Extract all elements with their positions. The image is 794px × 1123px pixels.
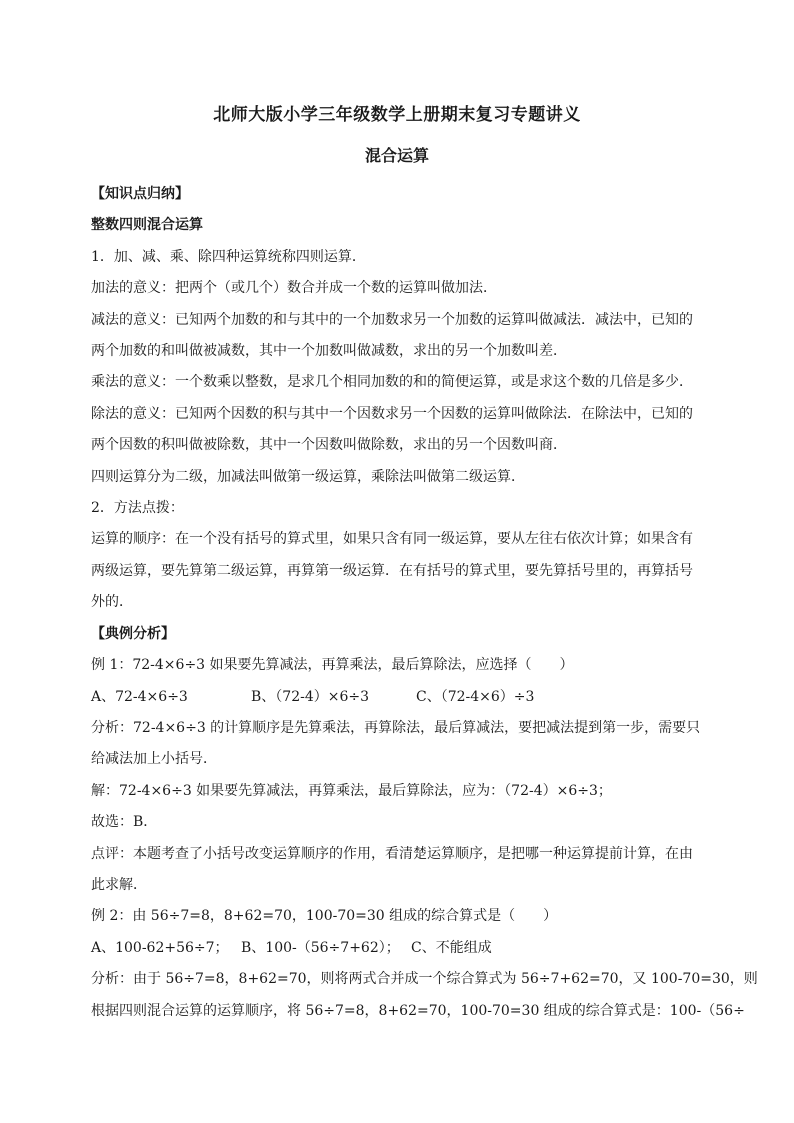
section-heading-knowledge: 【知识点归纳】 bbox=[91, 186, 189, 202]
example-1-option-b: B、（72-4）×6÷3 bbox=[251, 688, 370, 705]
paragraph-line: 加法的意义：把两个（或几个）数合并成一个数的运算叫做加法． bbox=[91, 280, 497, 297]
document-body bbox=[91, 103, 758, 1027]
paragraph-line: 2．方法点拨： bbox=[91, 500, 184, 517]
paragraph-line: 给减法加上小括号． bbox=[91, 751, 217, 768]
paragraph-line: 减法的意义：已知两个加数的和与其中的一个加数求另一个加数的运算叫做减法．减法中，已知的 bbox=[91, 311, 693, 328]
example-2-option-b: B、100-（56÷7+62）； bbox=[241, 939, 400, 956]
example-2-option-a: A、100-62+56÷7； bbox=[91, 939, 229, 956]
example-2-question: 例 2：由 56÷7=8，8+62=70，100-70=30 组成的综合算式是（ ） bbox=[91, 908, 558, 925]
paragraph-line: 两个加数的和叫做被减数，其中一个加数叫做减数，求出的另一个加数叫差． bbox=[91, 343, 567, 360]
paragraph-line: 除法的意义：已知两个因数的积与其中一个因数求另一个因数的运算叫做除法．在除法中，已知的 bbox=[91, 405, 693, 422]
example-2-option-c: C、不能组成 bbox=[411, 939, 492, 956]
subsection-heading-integer-operations: 整数四则混合运算 bbox=[91, 217, 203, 234]
paragraph-line: 故选：B． bbox=[91, 814, 158, 831]
example-1-options bbox=[91, 682, 703, 713]
paragraph-line: 1．加、减、乘、除四种运算统称四则运算． bbox=[91, 248, 366, 265]
example-1-option-c: C、（72-4×6）÷3 bbox=[416, 688, 535, 705]
paragraph-line: 乘法的意义：一个数乘以整数，是求几个相同加数的和的简便运算，或是求这个数的几倍是多少． bbox=[91, 374, 693, 391]
paragraph-line: 分析：72-4×6÷3 的计算顺序是先算乘法，再算除法，最后算减法，要把减法提到第一步，需要只 bbox=[91, 719, 701, 736]
document-subtitle: 混合运算 bbox=[364, 146, 429, 165]
example-1-question: 例 1：72-4×6÷3 如果要先算减法，再算乘法，最后算除法，应选择（ ） bbox=[91, 657, 574, 674]
paragraph-line: 两级运算，要先算第二级运算，再算第一级运算．在有括号的算式里，要先算括号里的，再算括号 bbox=[91, 562, 693, 579]
paragraph-line: 根据四则混合运算的运算顺序，将 56÷7=8，8+62=70，100-70=30 组成的综合算式是：100-（56÷ bbox=[91, 1002, 745, 1019]
paragraph-line: 四则运算分为二级，加减法叫做第一级运算，乘除法叫做第二级运算． bbox=[91, 468, 525, 485]
example-2-options bbox=[91, 933, 703, 964]
paragraph-line: 点评：本题考查了小括号改变运算顺序的作用，看清楚运算顺序，是把哪一种运算提前计算，在由 bbox=[91, 845, 693, 862]
paragraph-line: 此求解． bbox=[91, 876, 147, 893]
paragraph-line: 运算的顺序：在一个没有括号的算式里，如果只含有同一级运算，要从左往右依次计算；如果含有 bbox=[91, 531, 693, 548]
section-heading-examples: 【典例分析】 bbox=[91, 625, 175, 642]
document-title: 北师大版小学三年级数学上册期末复习专题讲义 bbox=[213, 105, 581, 125]
paragraph-line: 解：72-4×6÷3 如果要先算减法，再算乘法，最后算除法，应为：（72-4）×6÷3； bbox=[91, 782, 612, 799]
paragraph-line: 分析：由于 56÷7=8，8+62=70，则将两式合并成一个综合算式为 56÷7+62=70，又 100-70=30，则 bbox=[91, 971, 758, 988]
example-1-option-a: A、72-4×6÷3 bbox=[91, 688, 188, 705]
paragraph-line: 两个因数的积叫做被除数，其中一个因数叫做除数，求出的另一个因数叫商． bbox=[91, 437, 567, 454]
paragraph-line: 外的． bbox=[91, 594, 133, 611]
